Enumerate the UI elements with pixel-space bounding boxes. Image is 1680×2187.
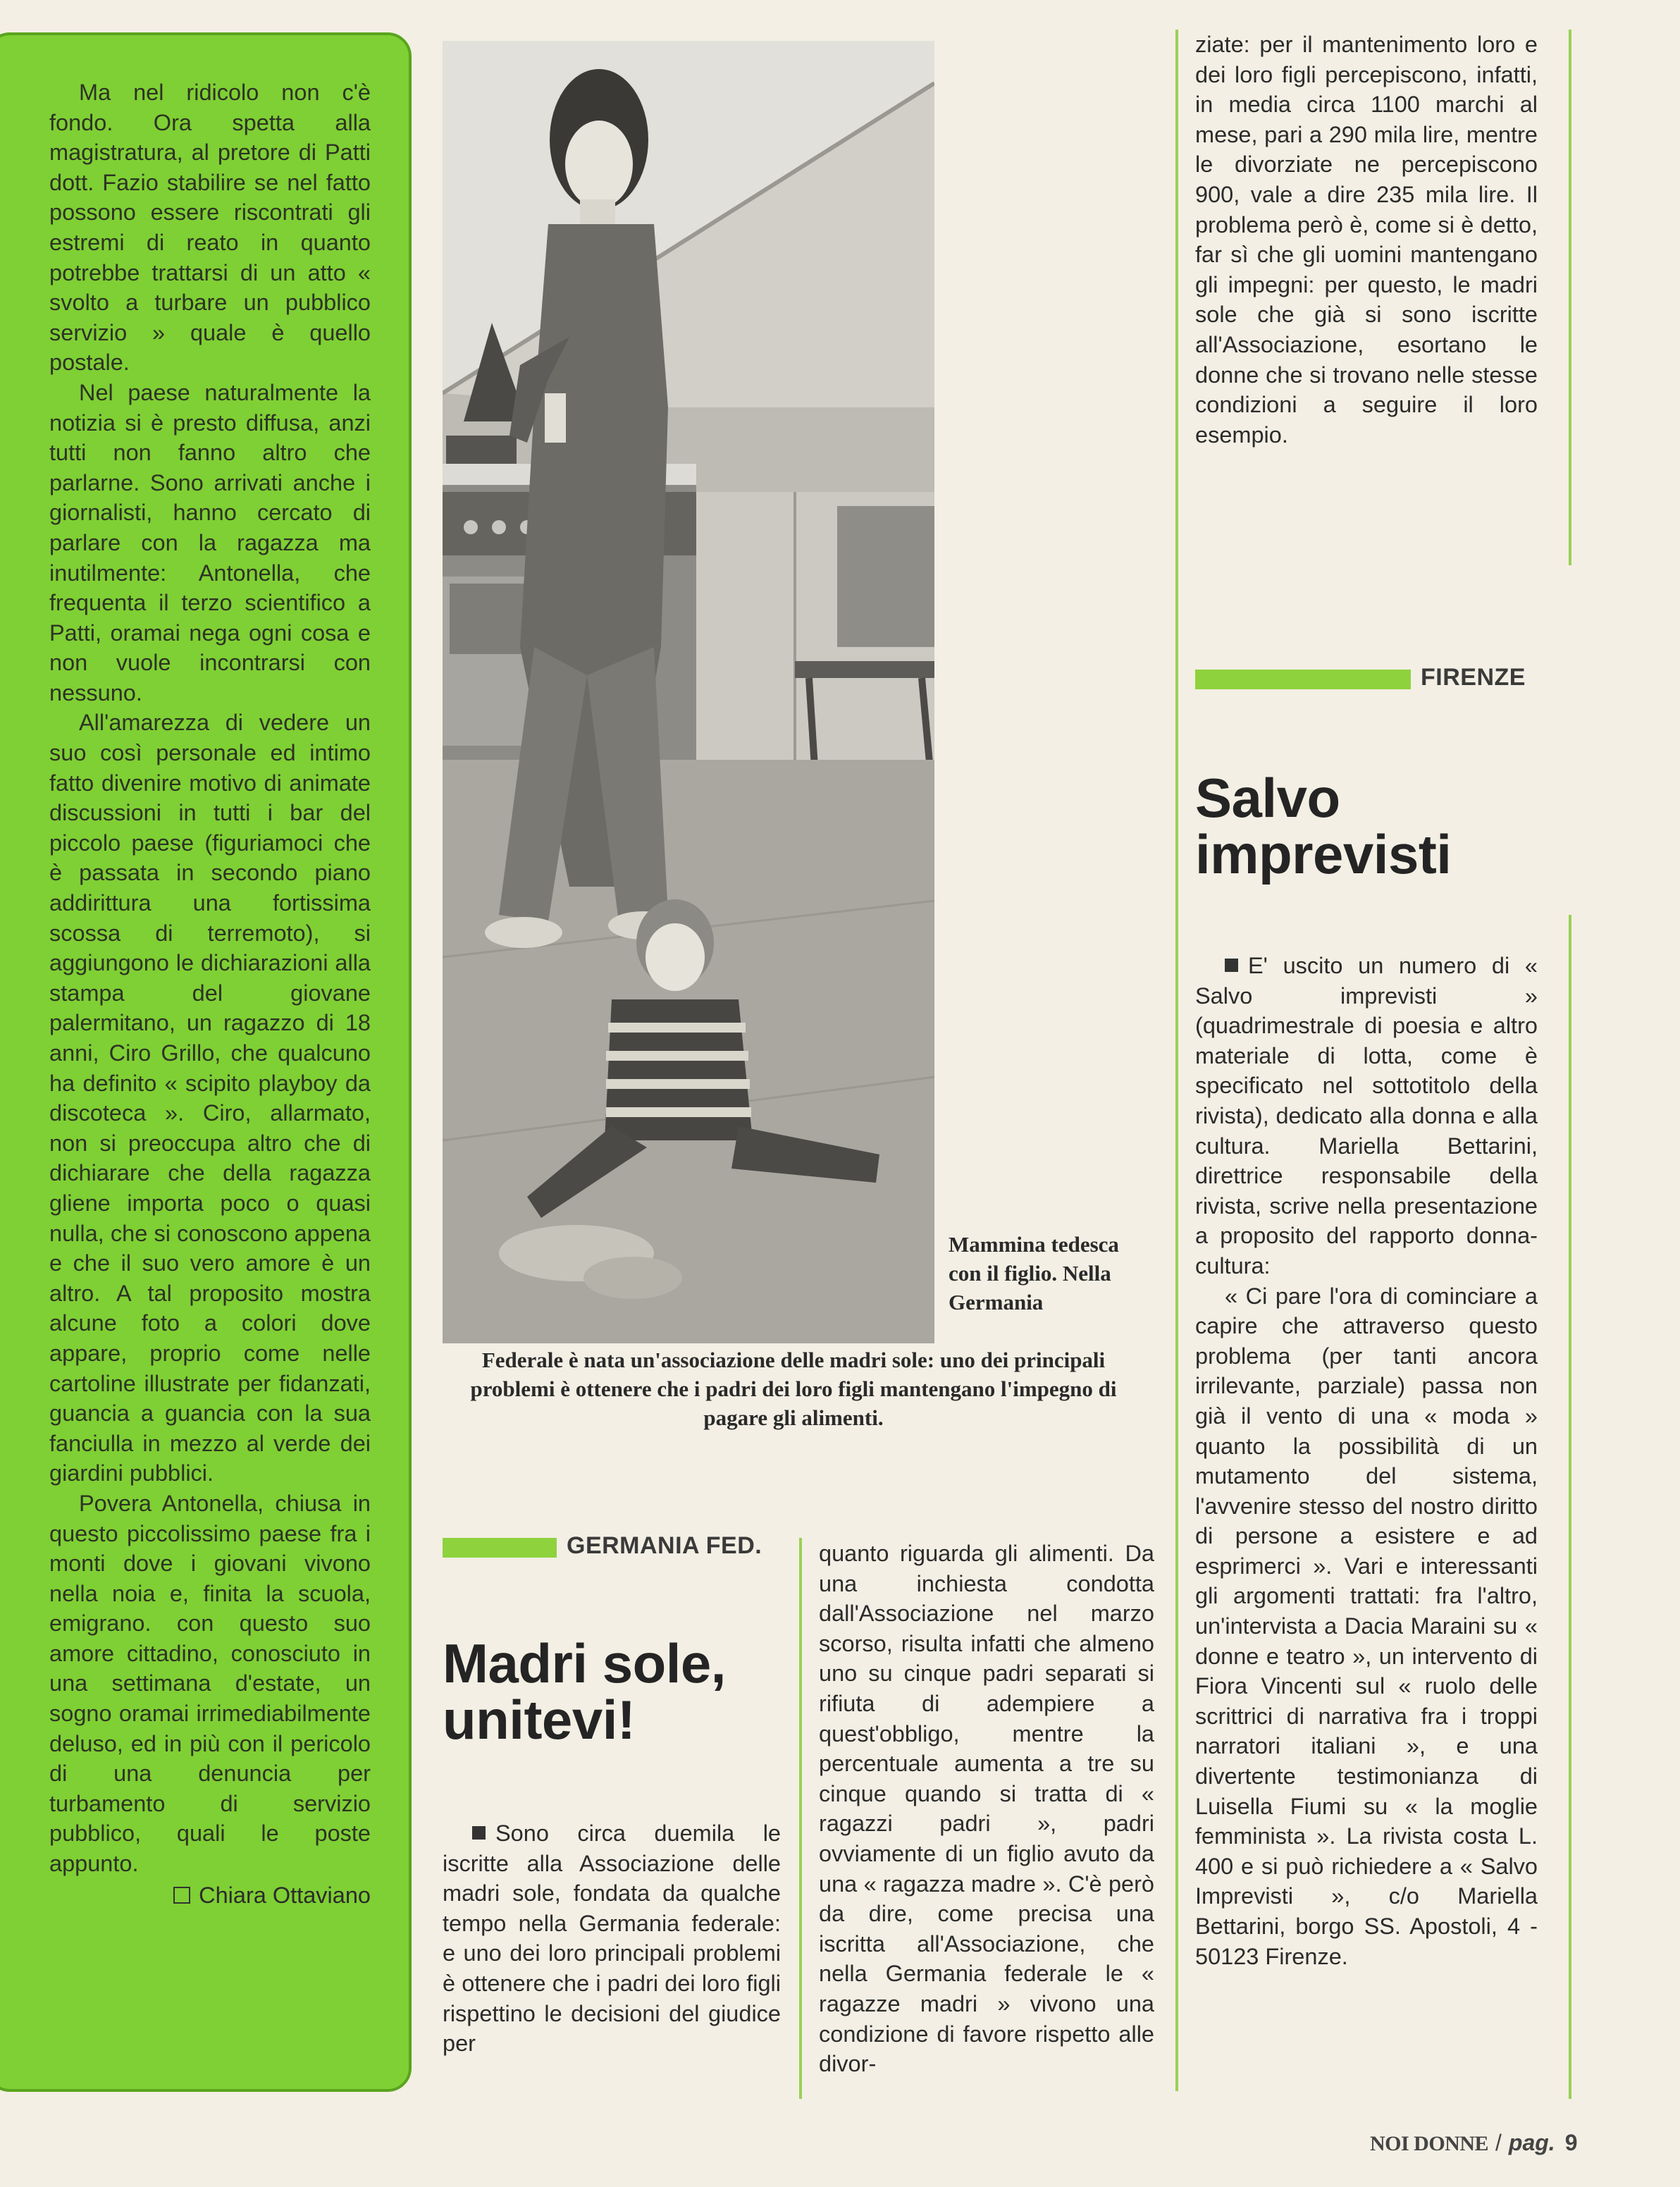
- photo-caption-bottom: Federale è nata un'associazione delle madri sole: uno dei principali problemi è ottenere che i padri dei loro figli mantengano l'impegno di pagare gli alimenti.: [470, 1348, 1117, 1430]
- column-divider: [1175, 30, 1178, 2091]
- photo-caption-side: Mammina tedesca con il figlio. Nella Germania: [949, 1232, 1119, 1314]
- column-divider: [1569, 30, 1571, 565]
- left-paragraph: All'amarezza di vedere un suo così personale ed intimo fatto divenire motivo di animate discussioni in tutti i bar del piccolo paese (figuriamoci che è passata in secondo piano addirittura una fortissima scossa di terremoto), si aggiungono le dichiarazioni alla stampa del giovane palermitano, un ragazzo di 18 anni, Ciro Grillo, che qualcuno ha definito « scipito playboy da discoteca ». Ciro, allarmato, non si preoccupa altro che di dichiarare che della ragazza gliene importa poco o quasi nulla, che si conoscono appena e che il suo vero amore è un altro. A tal proposito mostra alcune foto a colori dove appare, proprio come nelle cartoline illustrate per fidanzati, guancia a guancia con la sua fanciulla in mezzo al verde dei giardini pubblici.: [49, 710, 371, 1486]
- section-tag-firenze: FIRENZE: [1421, 664, 1526, 691]
- square-bullet-icon: [173, 1887, 190, 1904]
- firenze-paragraph: E' uscito un numero di « Salvo imprevisti » (quadrimestrale di poesia e altro materiale di lotta, come è specificato nel sottotitolo della rivista), dedicato alla donna e alla cultura. Mariella Bettarini, direttrice responsabile della rivista, scrive nella presentazione a proposito del rapporto donna-cultura:: [1195, 953, 1538, 1279]
- left-paragraph: Povera Antonella, chiusa in questo piccolissimo paese fra i monti dove i giovani vivono nella noia e, finita la scuola, emigrano. con questo suo amore cittadino, conosciuto in una settimana d'estate, un sogno oramai irrimediabilmente deluso, ed in più con il pericolo di una denuncia per turbamento di servizio pubblico, quali le poste appunto.: [49, 1490, 371, 1877]
- headline-madri-sole: Madri sole, unitevi!: [443, 1632, 726, 1751]
- left-paragraph: Nel paese naturalmente la notizia si è presto diffusa, anzi tutti non fanno altro che parlarne. Sono arrivati anche i giornalisti, hanno cercato di parlare con la ragazza ma inutilmente: Antonella, che frequenta il terzo scientifico a Patti, oramai nega ogni cosa e non vuole incontrarsi con nessuno.: [49, 379, 371, 706]
- germania-column-1: [443, 1818, 781, 2059]
- section-tag-bar: [443, 1538, 557, 1558]
- headline-salvo-imprevisti: Salvo imprevisti: [1195, 767, 1452, 885]
- magazine-name: NOI DONNE: [1370, 2132, 1489, 2155]
- section-tag-bar: [1195, 670, 1411, 689]
- germania-paragraph: Sono circa duemila le iscritte alla Associazione delle madri sole, fondata da qualche tempo nella Germania federale: e uno dei loro principali problemi è ottenere che i padri dei loro figli rispettino le decisioni del giudice per: [443, 1821, 781, 2057]
- square-bullet-icon: [472, 1826, 486, 1840]
- page-number: 9: [1564, 2130, 1578, 2155]
- author-name: Chiara Ottaviano: [199, 1882, 371, 1908]
- section-tag-germania: GERMANIA FED.: [567, 1532, 762, 1559]
- germania-paragraph: quanto riguarda gli alimenti. Da una inchiesta condotta dall'Associazione nel marzo scorso, risulta infatti che almeno uno su cinque padri separati si rifiuta di adempiere a quest'obbligo, mentre la percentuale aumenta a tre su cinque quando si tratta di « ragazzi padri », padri ovviamente di un figlio avuto da una « ragazza madre ». C'è però da dire, come precisa una iscritta all'Associazione, che nella Germania federale le « ragazze madri » vivono una condizione di favore rispetto alle divor-: [819, 1541, 1154, 2077]
- left-article-column: [49, 78, 371, 1910]
- square-bullet-icon: [1225, 959, 1238, 972]
- mother-child-photo: [443, 41, 934, 1343]
- column-divider: [1569, 915, 1571, 2099]
- page-label: pag.: [1508, 2130, 1555, 2155]
- germania-paragraph: ziate: per il mantenimento loro e dei loro figli percepiscono, infatti, in media circa 1100 marchi al mese, pari a 290 mila lire, mentre le divorziate ne percepiscono 900, vale a dire 235 mila lire. Il problema però è, come si è detto, far sì che gli uomini mantengano gli impegni: per questo, le madri sole che già si sono iscritte all'Associazione, esortano le donne che si trovano nelle stesse condizioni a seguire il loro esempio.: [1195, 32, 1538, 448]
- left-paragraph: Ma nel ridicolo non c'è fondo. Ora spetta alla magistratura, al pretore di Patti dott. Fazio stabilire se nel fatto possono essere riscontrati gli estremi di reato in quanto potrebbe trattarsi di un atto « svolto a turbare un pubblico servizio » quale è quello postale.: [49, 80, 371, 376]
- firenze-column: [1195, 951, 1538, 1971]
- page-footer: [1370, 2130, 1577, 2156]
- germania-column-3: [1195, 30, 1538, 450]
- germania-column-2: [819, 1539, 1154, 2079]
- author-signature: [49, 1880, 371, 1910]
- firenze-paragraph: « Ci pare l'ora di cominciare a capire che attraverso questo problema (per tanti ancora irrilevante, parziale) passa non già il vento di una « moda » quanto la possibilità di un mutamento del sistema, l'avvenire stesso del nostro diritto di persone a esistere e ad esprimerci ». Vari e interessanti gli argomenti trattati: fra l'altro, un'intervista a Dacia Maraini su « donne e teatro », un intervento di Fiora Vincenti sul « ruolo delle scrittrici di narrativa fra i troppi narratori italiani », e una divertente testimonianza di Luisella Fiumi su « la moglie femminista ». La rivista costa L. 400 e si può richiedere a « Salvo Imprevisti », c/o Mariella Bettarini, borgo SS. Apostoli, 4 - 50123 Firenze.: [1195, 1283, 1538, 1969]
- column-divider: [799, 1538, 802, 2099]
- footer-slash: /: [1495, 2130, 1502, 2155]
